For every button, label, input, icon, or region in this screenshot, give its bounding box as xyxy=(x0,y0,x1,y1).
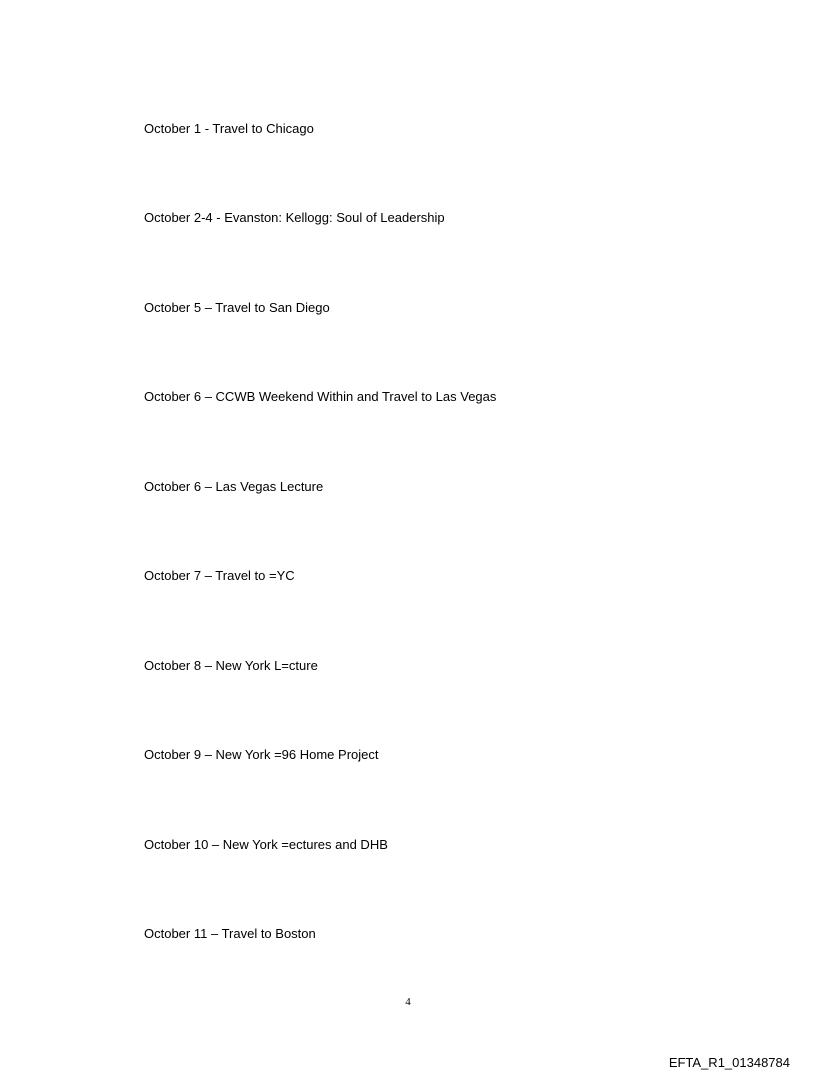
schedule-entry-4: October 6 – CCWB Weekend Within and Travel to Las Vegas xyxy=(144,389,497,404)
schedule-entry-3: October 5 – Travel to San Diego xyxy=(144,300,330,315)
document-id: EFTA_R1_01348784 xyxy=(668,1055,790,1070)
schedule-entry-9: October 10 – New York =ectures and DHB xyxy=(144,837,388,852)
schedule-entry-1: October 1 - Travel to Chicago xyxy=(144,121,314,136)
schedule-entry-10: October 11 – Travel to Boston xyxy=(144,926,316,941)
schedule-entry-8: October 9 – New York =96 Home Project xyxy=(144,747,379,762)
schedule-entry-7: October 8 – New York L=cture xyxy=(144,658,318,673)
schedule-entry-6: October 7 – Travel to =YC xyxy=(144,568,295,583)
page-number: 4 xyxy=(405,996,411,1008)
schedule-entry-2: October 2-4 - Evanston: Kellogg: Soul of Leadership xyxy=(144,210,445,225)
schedule-entry-5: October 6 – Las Vegas Lecture xyxy=(144,479,324,494)
